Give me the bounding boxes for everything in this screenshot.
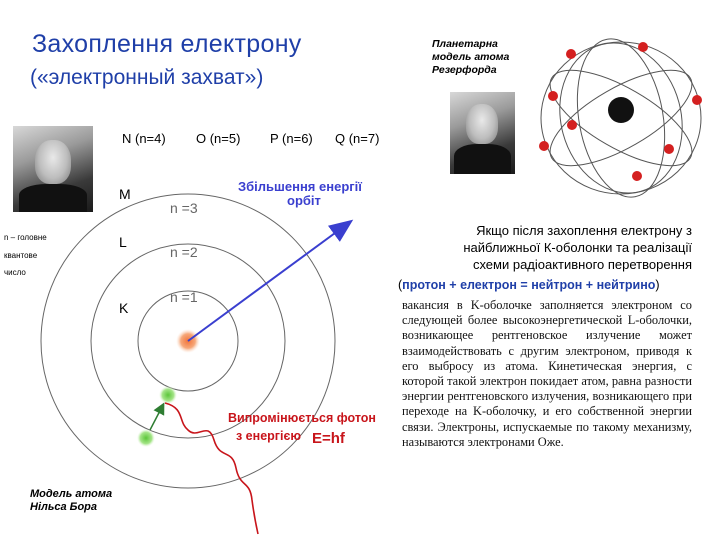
shell-label-o: O (n=5)	[196, 131, 241, 146]
orbit-label-n1: n =1	[170, 289, 198, 305]
capture-explanation	[372, 222, 692, 273]
bohr-caption	[30, 488, 112, 514]
rutherford-caption-line3: Резерфорда	[432, 64, 497, 76]
rutherford-caption-line1: Планетарна	[432, 38, 498, 50]
explanation-line1: Якщо після захоплення електрону з	[476, 223, 692, 238]
shell-label-l: L	[119, 234, 127, 250]
reaction-equation	[398, 278, 660, 292]
orbit-label-n3: n =3	[170, 200, 198, 216]
photon-formula: E=hf	[312, 430, 345, 447]
auger-paragraph: вакансия в K-оболочке заполняется электроном со следующей более высокоэнергетической L-оболочки, возникающее рентгеновское излучение может взаимодействовать с другим электроном, приводя к его выбросу из атома. Кинетическая энергия, с которой такой электрон покидает атом, равна разности энергии рентгеновского излучения, возникающего при переходе на K-оболочку, и его собственной энергии связи. Электроны, испускаемые по такому механизму, называются электронами Оже.	[402, 298, 692, 449]
bohr-caption-line1: Модель атома	[30, 488, 113, 500]
quantum-number-note	[4, 233, 47, 242]
reaction-open: (	[398, 278, 403, 292]
reaction-close: )	[655, 278, 660, 292]
orbit-label-n2: n =2	[170, 244, 198, 260]
shell-label-q: Q (n=7)	[335, 131, 380, 146]
energy-increase-line2: орбіт	[287, 193, 321, 208]
bohr-caption-line2: Нільса Бора	[30, 501, 98, 513]
electron-upper	[159, 386, 177, 404]
rutherford-caption-line2: модель атома	[432, 51, 510, 63]
reaction-text: протон + електрон = нейтрон + нейтрино	[402, 278, 656, 292]
shell-label-k: K	[119, 300, 129, 316]
quantum-number-note-3	[4, 268, 26, 277]
shell-label-n: N (n=4)	[122, 131, 166, 146]
energy-arrow	[188, 222, 350, 341]
page-title: Захоплення електрону	[32, 30, 302, 58]
explanation-line3: схеми радіоактивного перетворення	[472, 257, 692, 272]
transition-arrow	[150, 405, 163, 430]
quantum-note-line3: число	[4, 268, 26, 277]
photon-caption-line2: з енергією	[236, 429, 302, 443]
shell-label-p: P (n=6)	[270, 131, 313, 146]
quantum-note-line1: n – головне	[4, 233, 47, 242]
quantum-note-line2: квантове	[4, 251, 38, 260]
quantum-number-note-2	[4, 251, 37, 260]
photon-caption-line1: Випромінюється фотон	[228, 411, 376, 425]
energy-increase-line1: Збільшення енергії	[238, 179, 362, 194]
electron-lower	[137, 429, 155, 447]
explanation-line2: найближньої К-оболонки та реалізації	[463, 240, 692, 255]
page-subtitle: («электронный захват»)	[30, 66, 264, 89]
shell-label-m: M	[119, 186, 131, 202]
